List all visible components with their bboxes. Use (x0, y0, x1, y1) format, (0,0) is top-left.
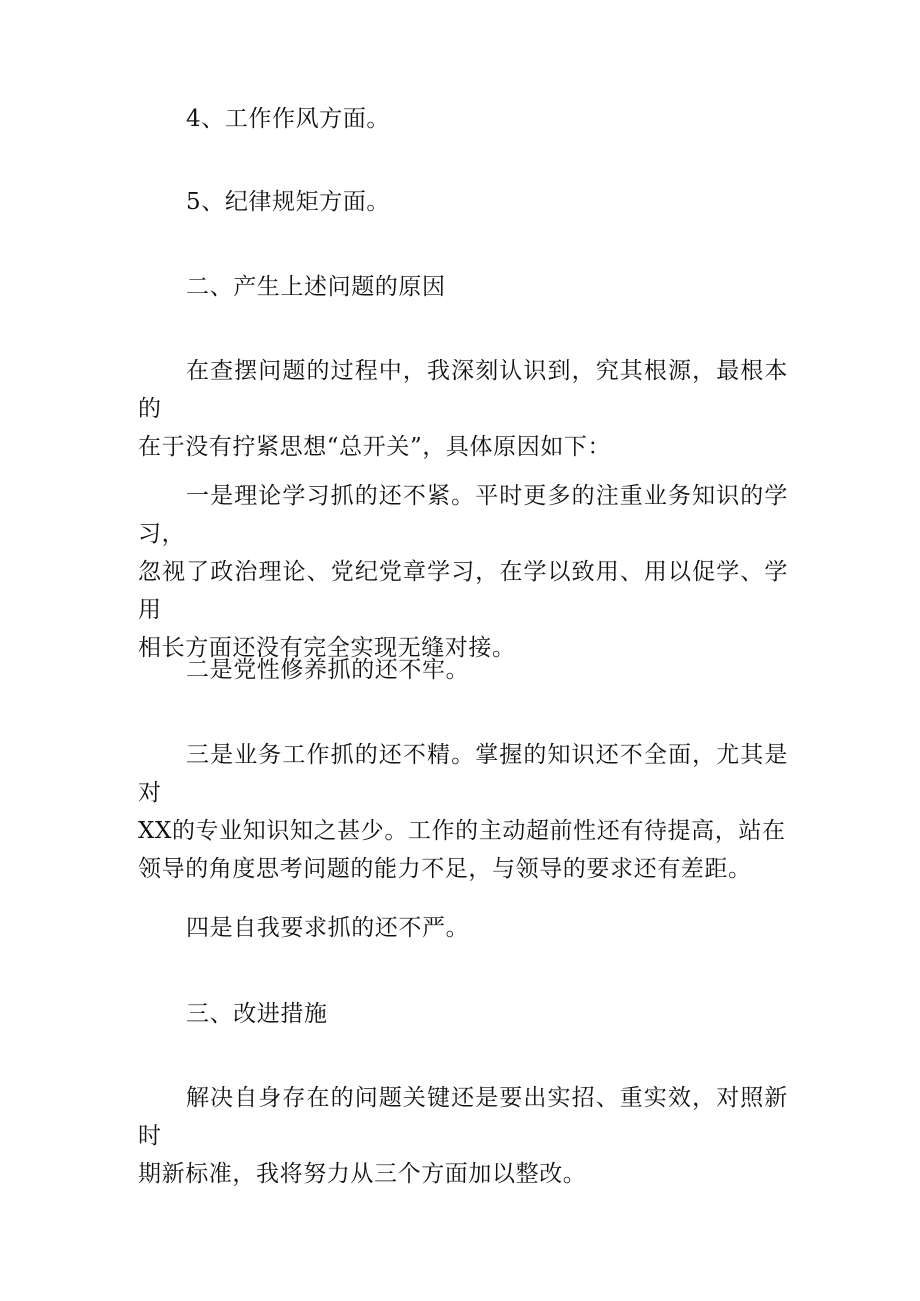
section-heading-measures (138, 995, 788, 1033)
text-line: 4、工作作风方面。 (186, 106, 391, 132)
text-line: 二是党性修养抓的还不牢。 (186, 657, 470, 683)
text-line: 5、纪律规矩方面。 (186, 189, 391, 215)
text-line: 期新标准，我将努力从三个方面加以整改。 (138, 1161, 587, 1187)
paragraph-self-requirement (138, 909, 788, 947)
text-line: 一是理论学习抓的还不紧。平时更多的注重业务知识的学习， (138, 483, 788, 547)
paragraph-party-spirit (138, 651, 788, 689)
text-line: 三是业务工作抓的还不精。掌握的知识还不全面，尤其是对 (138, 742, 788, 806)
paragraph-work-style (138, 100, 788, 138)
text-line: 领导的角度思考问题的能力不足，与领导的要求还有差距。 (138, 856, 752, 882)
section-heading-causes (138, 268, 788, 306)
text-line: 相长方面还没有完全实现无缝对接。 (138, 635, 516, 661)
text-line: 三、改进措施 (186, 1001, 328, 1027)
paragraph-business-work (138, 736, 788, 888)
paragraph-rectification (138, 1079, 788, 1193)
text-line: XX的专业知识知之甚少。工作的主动超前性还有待提高，站在 (138, 818, 786, 844)
paragraph-theory-study (138, 477, 788, 667)
text-line: 忽视了政治理论、党纪党章学习，在学以致用、用以促学、学用 (138, 559, 788, 623)
text-line: 解决自身存在的问题关键还是要出实招、重实效，对照新时 (138, 1085, 788, 1149)
text-line: 在查摆问题的过程中，我深刻认识到，究其根源，最根本的 (138, 358, 788, 422)
paragraph-discipline (138, 183, 788, 221)
text-line: 四是自我要求抓的还不严。 (186, 915, 470, 941)
paragraph-root-cause (138, 352, 788, 466)
text-line: 在于没有拧紧思想“总开关”，具体原因如下： (138, 434, 612, 460)
text-line: 二、产生上述问题的原因 (186, 274, 446, 300)
